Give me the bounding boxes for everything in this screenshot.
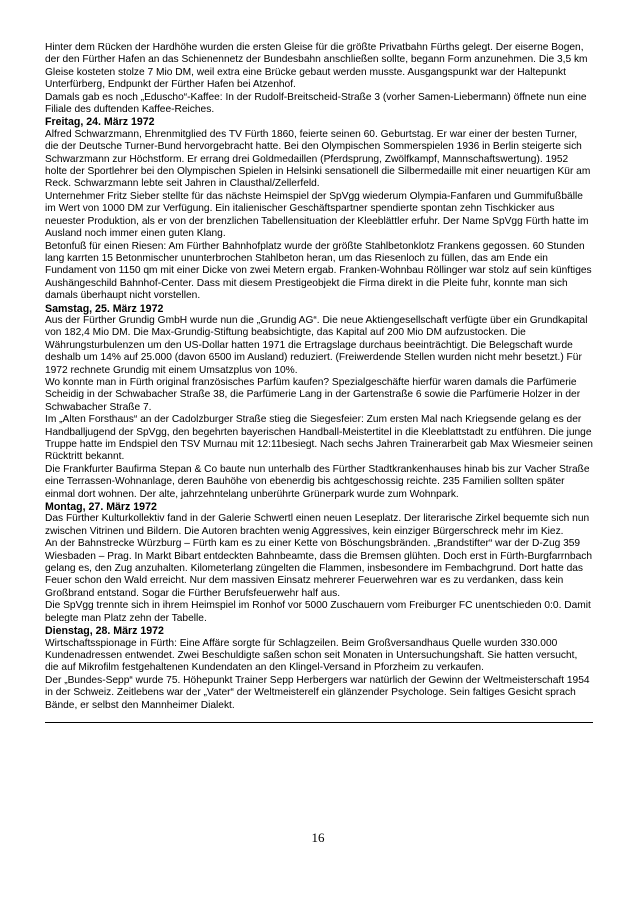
paragraph: Aus der Fürther Grundig GmbH wurde nun die „Grundig AG“. Die neue Aktiengesellschaft verfügte über ein Grundkapital von 182,4 Mio DM. Die Max-Grundig-Stiftung beabsichtigte, das Kapital auf 200 Mio DM aufzustocken. Die Währungsturbulenzen um den US-Dollar hatten 1971 die Ertragslage durchaus beeinträchtigt. Die Belegschaft wurde deshalb um 14% auf 25.000 (davon 6500 im Ausland) reduziert. (Freiwerdende Stellen wurden nicht mehr besetzt.) Für 1972 rechnete Grundig mit einem Umsatzplus von 10%. (45, 314, 588, 376)
paragraph: Der „Bundes-Sepp“ wurde 75. Höhepunkt Trainer Sepp Herbergers war natürlich der Gewinn der Weltmeisterschaft 1954 in der Schweiz. Zeitlebens war der „Vater“ der Weltmeisterelf ein glänzender Psychologe. Sein faltiges Gesicht sprach Bände, er selbst den Mannheimer Dialekt. (45, 674, 590, 711)
section-heading: Montag, 27. März 1972 (45, 501, 157, 514)
footer-divider (45, 722, 593, 723)
paragraph: An der Bahnstrecke Würzburg – Fürth kam es zu einer Kette von Böschungsbränden. „Brandstifter“ war der D-Zug 359 Wiesbaden – Prag. In Markt Bibart entdeckten Bahnbeamte, dass die Bremsen glühten. Doch erst in Fürth-Burgfarrnbach gelang es, den Zug anzuhalten. Kilometerlang züngelten die Flammen, insbesondere im Fembachgrund. Dort hatte das Feuer schon den Wald erreicht. Nur dem massiven Einsatz mehrerer Feuerwehren war es zu verdanken, dass kein Großbrand entstand. Sogar die Fürther Berufsfeuerwehr half aus. (45, 538, 593, 599)
document-page (45, 42, 593, 723)
paragraph: Das Fürther Kulturkollektiv fand in der Galerie Schwertl einen neuen Leseplatz. Der literarische Zirkel bequemte sich nun zwischen Vitrinen und Bildern. Die Autoren brachten wenig Aggressives, kein einziger Bürgerschreck mehr im Kiez. (45, 513, 590, 537)
paragraph: Unternehmer Fritz Sieber stellte für das nächste Heimspiel der SpVgg wiederum Olympia-Fanfaren und Gummifußbälle im Wert von 1000 DM zur Verfügung. Ein italienischer Geschäftspartner spendierte spontan zehn Tischkicker aus neuester Produktion, als er von der brenzlichen Tabellensituation der Kleeblättler erfuhr. Der Name SpVgg Fürth hatte im Ausland noch immer einen guten Klang. (45, 190, 589, 240)
paragraph: Die SpVgg trennte sich in ihrem Heimspiel im Ronhof vor 5000 Zuschauern vom Freiburger FC unentschieden 0:0. Damit belegte man Platz zehn der Tabelle. (45, 600, 591, 624)
section-friday (45, 116, 593, 302)
section-monday (45, 501, 593, 625)
intro-block (45, 42, 593, 116)
section-tuesday (45, 625, 593, 712)
section-heading: Freitag, 24. März 1972 (45, 116, 155, 129)
section-heading: Dienstag, 28. März 1972 (45, 625, 164, 638)
paragraph: Im „Alten Forsthaus“ an der Cadolzburger Straße stieg die Siegesfeier: Zum ersten Mal nach Kriegsende gelang es der Handballjugend der SpVgg, den begehrten bayerischen Handball-Meistertitel in die Kleeblattstadt zu entführen. Die junge Truppe hatte im Endspiel den TSV Murnau mit 12:11besiegt. Nach sechs Jahren Trainerarbeit gab Max Wiesmeier seinen Rücktritt bekannt. (45, 414, 593, 463)
paragraph: Hinter dem Rücken der Hardhöhe wurden die ersten Gleise für die größte Privatbahn Fürths gelegt. Der eiserne Bogen, der den Fürther Hafen an das Schienennetz der Bundesbahn anschließen sollte, begann Form anzunehmen. Die 3,5 km Gleise kosteten stolze 7 Mio DM, weil extra eine Brücke gebaut werden musste. Ausgangspunkt war der Haltepunkt Unterfürberg, Endpunkt der Fürther Hafen bei Atzenhof. (45, 42, 588, 91)
paragraph: Alfred Schwarzmann, Ehrenmitglied des TV Fürth 1860, feierte seinen 60. Geburtstag. Er war einer der besten Turner, die der Deutsche Turner-Bund hervorgebracht hatte. Bei den Olympischen Sommerspielen 1936 in Berlin steigerte sich Schwarzmann zur Höchstform. Er errang drei Goldmedaillen (Pferdsprung, Zwölfkampf, Mannschaftswertung). 1952 holte der Sportlehrer bei den Olympischen Spielen in Helsinki sensationell die Silbermedaille mit einer neuartigen Kür am Reck. Schwarzmann lebte seit Jahren in Clausthal/Zellerfeld. (45, 128, 591, 190)
page-number: 16 (311, 830, 325, 845)
section-heading: Samstag, 25. März 1972 (45, 302, 164, 315)
paragraph: Wo konnte man in Fürth original französisches Parfüm kaufen? Spezialgeschäfte hierfür waren damals die Parfümerie Scheidig in der Schwabacher Straße 38, die Parfümerie Lang in der Gartenstraße 6 sowie die Parfümerie Holzer in der Schwabacher Straße 7. (45, 376, 581, 413)
paragraph: Betonfuß für einen Riesen: Am Fürther Bahnhofplatz wurde der größte Stahlbetonklotz Frankens gegossen. 60 Stunden lang karrten 15 Betonmischer ununterbrochen Stahlbeton heran, um das Riesenloch zu füllen, das am Ende ein Fundament von 1150 qm mit einer Dicke von zwei Metern ergab. Franken-Wohnbau Röllinger war stolz auf sein künftiges Aushängeschild Bahnhof-Center. Dass mit diesem Prestigeobjekt die Firma direkt in die Pleite fuhr, konnte man sich damals überhaupt nicht vorstellen. (45, 240, 592, 302)
paragraph: Wirtschaftsspionage in Fürth: Eine Affäre sorgte für Schlagzeilen. Beim Großversandhaus Quelle wurden 330.000 Kundenadressen entwendet. Zwei Beschuldigte saßen schon seit Monaten in Untersuchungshaft. Sie hatten versucht, die auf Mikrofilm festgehaltenen Kundendaten an den Klingel-Versand in Pforzheim zu verkaufen. (45, 637, 578, 674)
paragraph: Die Frankfurter Baufirma Stepan & Co baute nun unterhalb des Fürther Stadtkrankenhauses hinab bis zur Vacher Straße eine Terrassen-Wohnanlage, deren Bauhöhe von ebenerdig bis achtgeschossig reichte. 235 Familien sollten später einmal dort wohnen. Der alte, jahrzehntelang unberührte Grünerpark wurde zum Wohnpark. (45, 463, 590, 500)
paragraph: Damals gab es noch „Eduscho“-Kaffee: In der Rudolf-Breitscheid-Straße 3 (vorher Samen-Liebermann) öffnete nun eine Filiale des duftenden Kaffee-Reiches. (45, 91, 587, 116)
section-saturday (45, 303, 593, 502)
